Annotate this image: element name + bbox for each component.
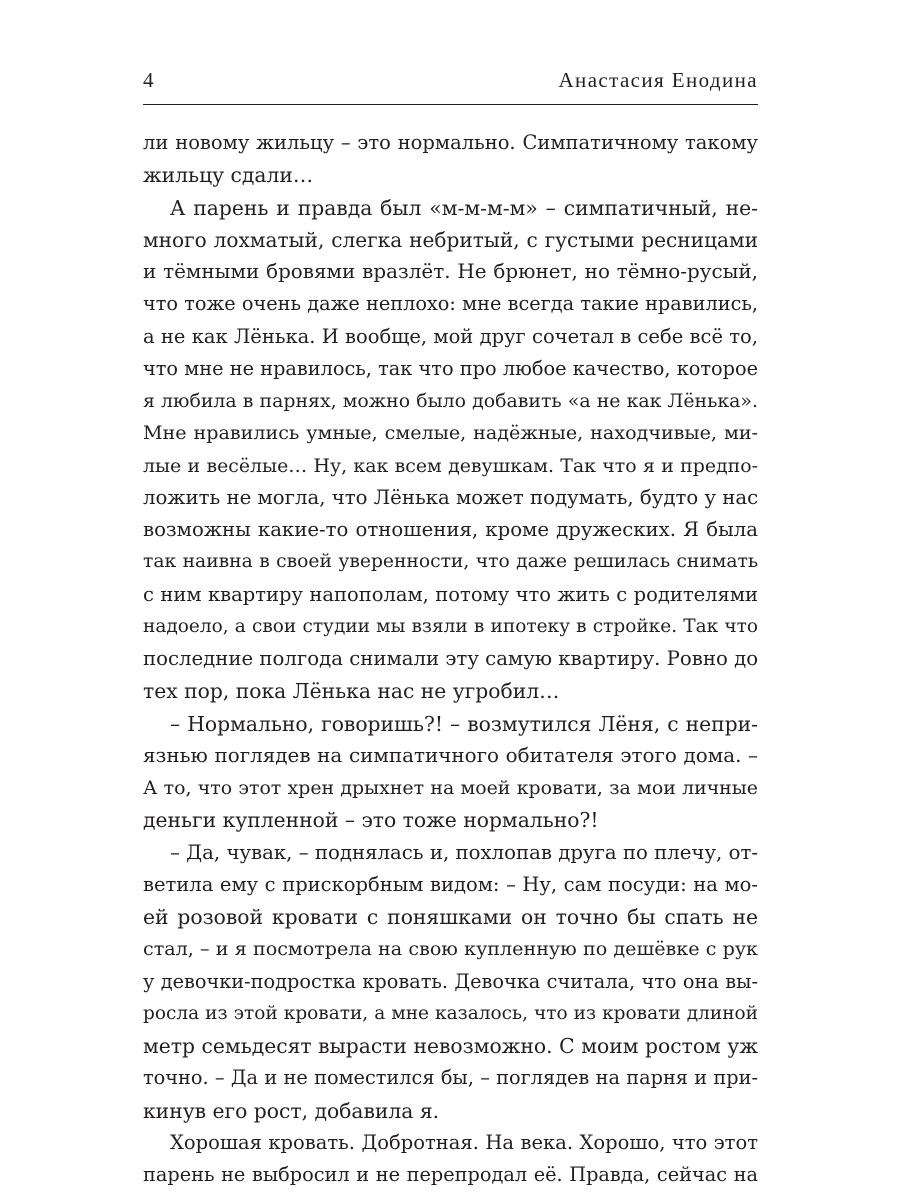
text-line: так наивна в своей уверенности, что даже решилась снимать <box>143 551 758 573</box>
text-line: лые и весёлые… Ну, как всем девушкам. Так что я и предпо- <box>143 454 758 477</box>
text-line: последние полгода снимали эту самую квартиру. Ровно до <box>143 647 758 670</box>
text-line: А то, что этот хрен дрыхнет на моей кровати, за мои личные <box>143 777 758 799</box>
text-line: я любила в парнях, можно было добавить «а не как Лёнька». <box>143 390 758 412</box>
text-line: кинув его рост, добавила я. <box>143 1098 440 1123</box>
text-line: много лохматый, слегка небритый, с густыми ресницами <box>143 227 758 252</box>
text-line: а не как Лёнька. И вообще, мой друг сочетал в себе всё то, <box>143 324 758 348</box>
text-line: жильцу сдали… <box>143 163 314 188</box>
text-line: что мне не нравилось, так что про любое качество, которое <box>143 356 758 380</box>
text-line: – Да, чувак, – поднялась и, похлопав друга по плечу, от- <box>170 840 758 864</box>
text-line: А парень и правда был «м-м-м-м» – симпатичный, не- <box>170 195 758 220</box>
body-text <box>143 127 758 1191</box>
text-line: метр семьдесят вырасти невозможно. С моим ростом уж <box>143 1034 758 1058</box>
page-header <box>143 68 758 100</box>
text-line: ложить не могла, что Лёнька может подумать, будто у нас <box>143 485 758 509</box>
text-line: возможны какие-то отношения, кроме дружеских. Я была <box>143 518 758 541</box>
text-line: тех пор, пока Лёнька нас не угробил… <box>143 679 560 704</box>
running-head-author: Анастасия Енодина <box>558 68 758 92</box>
text-line: с ним квартиру напополам, потому что жить с родителями <box>143 582 758 606</box>
text-line: росла из этой кровати, а мне казалось, что из кровати длиной <box>143 1002 758 1024</box>
text-line: парень не выбросил и не перепродал её. Правда, сейчас на <box>143 1163 758 1186</box>
text-line: надоело, а свои студии мы взяли в ипотеку в стройке. Так что <box>143 615 758 637</box>
text-line: и тёмными бровями вразлёт. Не брюнет, но тёмно-русый, <box>143 260 758 283</box>
text-line: стал, – и я посмотрела на свою купленную по дешёвке с рук <box>143 937 758 961</box>
text-line: у девочки-подростка кровать. Девочка считала, что она вы- <box>143 969 758 993</box>
text-line: – Нормально, говоришь?! – возмутился Лёня, с непри- <box>170 711 758 736</box>
text-line: точно. – Да и не поместился бы, – поглядев на парня и при- <box>143 1066 758 1090</box>
text-line: ей розовой кровати с поняшками он точно бы спать не <box>143 905 758 929</box>
text-line: ветила ему с прискорбным видом: – Ну, сам посуди: на мо- <box>143 872 758 896</box>
text-line: ли новому жильцу – это нормально. Симпатичному такому <box>143 131 758 154</box>
text-line: язнью поглядев на симпатичного обитателя этого дома. – <box>143 743 758 767</box>
text-line: что тоже очень даже неплохо: мне всегда такие нравились, <box>143 292 758 316</box>
header-rule <box>143 104 758 105</box>
text-line: деньги купленной – это тоже нормально?! <box>143 808 599 833</box>
text-line: Мне нравились умные, смелые, надёжные, находчивые, ми- <box>143 421 758 445</box>
text-line: Хорошая кровать. Добротная. На века. Хорошо, что этот <box>170 1130 758 1154</box>
page-number: 4 <box>143 68 155 92</box>
